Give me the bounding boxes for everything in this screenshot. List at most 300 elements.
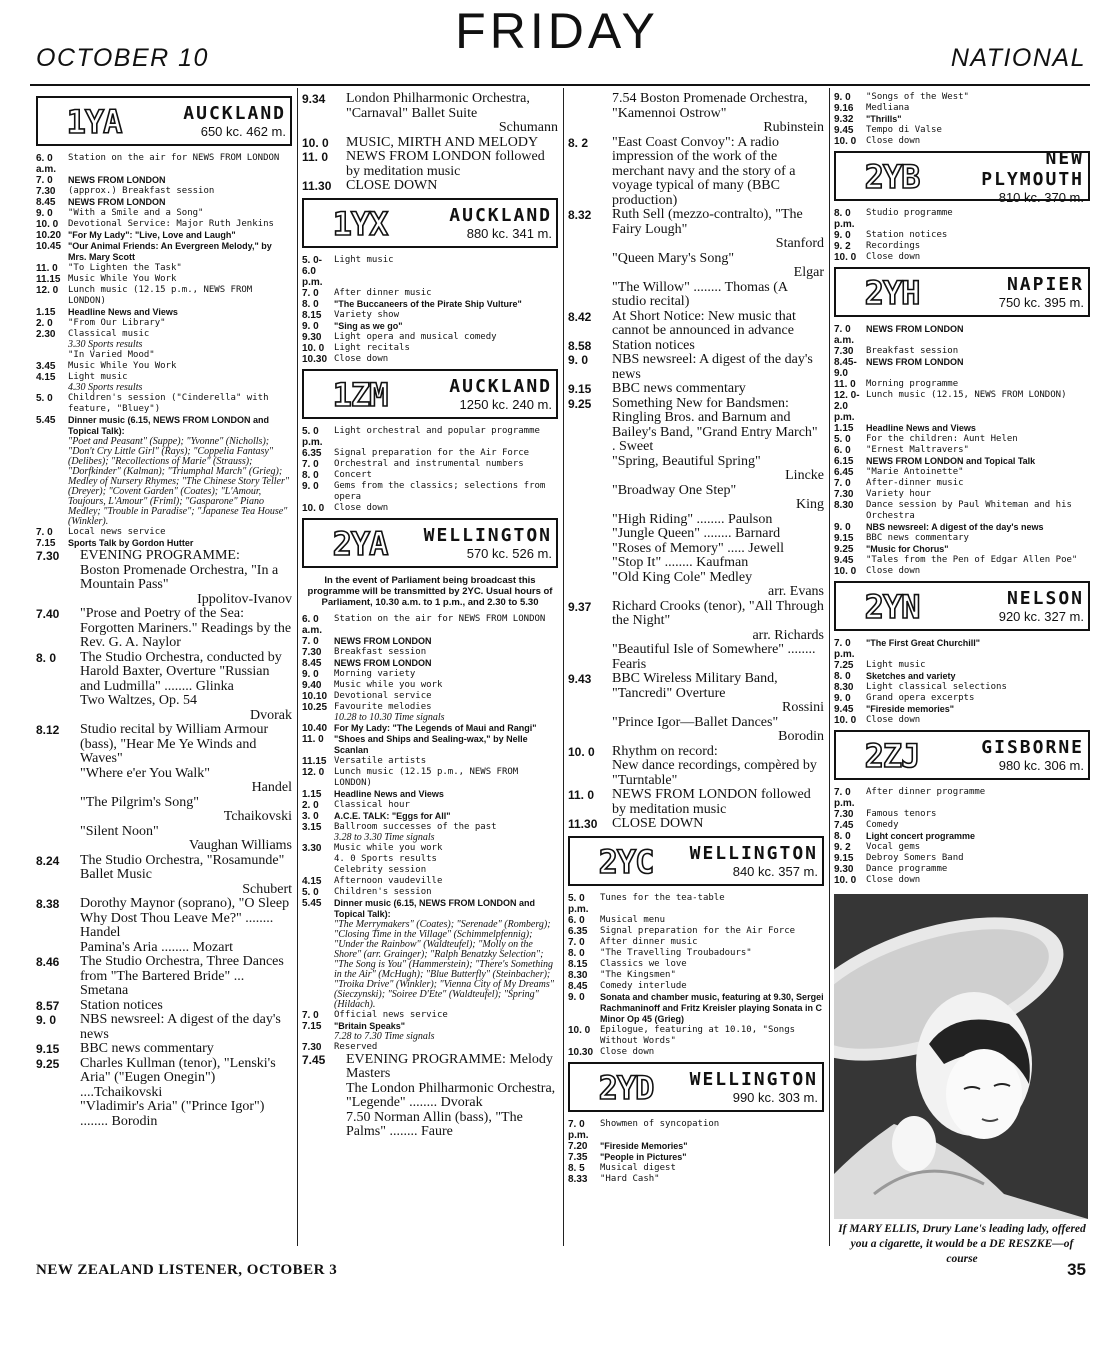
schedule-time	[36, 709, 80, 724]
schedule-time	[302, 121, 346, 136]
schedule-row	[834, 864, 1090, 875]
column-divider	[829, 88, 830, 1246]
schedule-row	[568, 469, 824, 484]
schedule-time: 7. 0	[834, 478, 851, 489]
schedule-item: Devotional Service: Major Ruth Jenkins	[68, 219, 274, 229]
station-header-2yh	[834, 267, 1090, 317]
schedule-row	[36, 999, 292, 1014]
schedule-row	[302, 843, 558, 854]
schedule-row	[302, 332, 558, 343]
schedule-item: "High Riding" ........ Paulson	[612, 511, 773, 527]
schedule-item: Recordings	[866, 241, 921, 251]
schedule-item: "The Merrymakers" (Coates); "Serenade" (Romberg); "Closing Time in the Village" (Schimmelpfennig); "Under the Rainbow" (Waldteufel); "Molly on the Shore" (arr. Grainger); "Ralph Benatzky Selection"; "The Song is You" (Hammerstein); "There's Something in the Air" (McHugh); "Blue Butterfly" (Steinbacher); "Troika Drive" (Winkler); "Vienna City of My Dreams" (Sieczynski); "Soiree D'Ete" (Waldteufel); "Spring" (Hildach).	[334, 918, 554, 1010]
schedule-time: 9.45	[834, 125, 854, 136]
schedule-time: 5. 0-6.0 p.m.	[302, 254, 323, 288]
schedule-item: Local news service	[68, 527, 166, 537]
schedule-item: Headline News and Views	[68, 307, 178, 317]
schedule-time: 7. 0	[36, 527, 53, 538]
parliament-note: In the event of Parliament being broadcast this programme will be transmitted by 2YC. Usual hours of Parliament, 10.30 a.m. to 1 p.m., and 2.30 to 5.30	[307, 574, 553, 608]
schedule-time: 2. 0	[36, 318, 53, 329]
schedule-row	[568, 745, 824, 760]
schedule-time: 8. 0 p.m.	[834, 208, 855, 230]
schedule-2yn	[834, 638, 1090, 726]
station-header-2ya	[302, 518, 558, 568]
schedule-2yb	[834, 208, 1090, 263]
schedule-item: "Marie Antoinette"	[866, 467, 964, 477]
schedule-time: 11.30	[568, 817, 598, 831]
schedule-2zj	[834, 787, 1090, 886]
schedule-item: "Poet and Peasant" (Suppe); "Yvonne" (Nicholls); "Don't Cry Little Girl" (Rays); "Coppelia Fantasy" (Delibes); "Recollections of Marie" (Strauss); "Dorfkinder" (Kalman); "Triumphal March" (Grieg); Medley of Nursery Rhymes; "The Chinese Story Teller" (Dreyer); "Covent Garden" (Coates); "L'Amour, Toujours, L'Amour" (Friml); "Gasparone" Piano Medley; "Trouble in Paradise"; "Japanese Tea House" (Winkler).	[68, 436, 290, 527]
station-logo-text: 1YX	[332, 204, 388, 241]
schedule-time: 10. 0	[834, 566, 857, 577]
schedule-item: Charles Kullman (tenor), "Lenski's Aria" ("Eugen Onegin") ....Tchaikovski	[80, 1055, 276, 1100]
schedule-time: 8. 5	[568, 1162, 585, 1174]
page-header	[0, 0, 1114, 84]
schedule-item: Station notices	[612, 337, 695, 353]
schedule-row	[568, 252, 824, 267]
station-logo	[308, 525, 412, 561]
schedule-row	[834, 853, 1090, 864]
schedule-item: "The First Great Churchill"	[866, 638, 981, 648]
schedule-time: 10.30	[302, 353, 328, 365]
schedule-item: Ringling Bros. and Barnum and Bailey's Band, "Grand Entry March" . Sweet	[612, 410, 818, 454]
schedule-item: The Studio Orchestra, conducted by Harold Baxter, Overture "Russian and Ludmilla" ........ Glinka	[80, 649, 282, 694]
schedule-row	[834, 379, 1090, 390]
schedule-row	[834, 660, 1090, 671]
schedule-row	[36, 175, 292, 186]
schedule-item: Breakfast session	[334, 646, 427, 657]
schedule-row	[834, 671, 1090, 682]
schedule-time: 6.35	[302, 447, 322, 459]
schedule-row	[302, 1082, 558, 1111]
schedule-time	[568, 730, 612, 745]
schedule-item: NBS newsreel: A digest of the day's news	[80, 1012, 281, 1042]
schedule-row	[834, 555, 1090, 566]
schedule-item: EVENING PROGRAMME:	[80, 548, 240, 563]
schedule-item: "The Willow" ........ Thomas (A studio recital)	[612, 279, 788, 309]
schedule-item: Vaughan Williams	[189, 838, 292, 853]
schedule-item: "In Varied Mood"	[68, 350, 155, 360]
schedule-row	[834, 500, 1090, 522]
schedule-item: "East Coast Convoy": A radio impression of the work of the merchant navy and the story of a voyage typical of many (BBC production)	[612, 134, 796, 208]
schedule-item: "Hard Cash"	[600, 1173, 660, 1184]
schedule-row	[302, 702, 558, 713]
schedule-row	[302, 288, 558, 299]
schedule-time: 7.35	[568, 1151, 588, 1163]
schedule-item: Rhythm on record:	[612, 743, 718, 759]
schedule-row	[302, 255, 558, 288]
schedule-time: 11. 0	[568, 788, 595, 802]
station-header-1zm	[302, 369, 558, 419]
schedule-item: Classics we love	[600, 958, 687, 969]
schedule-time	[568, 411, 612, 455]
schedule-item: Light orchestral and popular programme	[334, 425, 540, 436]
schedule-row	[36, 153, 292, 175]
schedule-row	[834, 136, 1090, 147]
schedule-item: "Music for Chorus"	[866, 544, 949, 554]
schedule-row	[36, 1013, 292, 1042]
schedule-time: 7.25	[834, 660, 854, 671]
schedule-row	[36, 1042, 292, 1057]
schedule-time: 9.37	[568, 599, 592, 614]
schedule-item: Children's session ("Cinderella" with feature, "Bluey")	[68, 393, 269, 414]
schedule-item: 3.28 to 3.30 Time signals	[334, 831, 435, 843]
schedule-row	[568, 571, 824, 586]
schedule-time: 6.45	[834, 467, 854, 478]
schedule-item: Debroy Somers Band	[866, 853, 964, 863]
schedule-time: 8. 2	[568, 135, 589, 150]
schedule-time: 8.46	[36, 955, 60, 969]
schedule-time	[36, 694, 80, 709]
schedule-row	[36, 383, 292, 393]
footer-title: NEW ZEALAND LISTENER, OCTOBER 3	[36, 1262, 338, 1278]
schedule-item: Light opera and musical comedy	[334, 331, 497, 342]
schedule-time: 11.15	[302, 755, 327, 767]
station-header-1yx	[302, 198, 558, 248]
schedule-row	[568, 1152, 824, 1163]
schedule-row	[568, 397, 824, 412]
schedule-time: 8.32	[568, 208, 592, 222]
schedule-row	[834, 638, 1090, 660]
schedule-item: Tempo di Valse	[866, 125, 942, 135]
schedule-row	[568, 498, 824, 513]
schedule-item: Ballroom successes of the past	[334, 821, 497, 832]
schedule-row	[834, 478, 1090, 489]
schedule-time: 6.15	[834, 456, 854, 467]
schedule-row	[834, 456, 1090, 467]
schedule-row	[302, 920, 558, 1010]
schedule-time: 8.45	[302, 657, 322, 669]
schedule-row	[568, 281, 824, 310]
schedule-item: "Beautiful Isle of Somewhere" ........ Fearis	[612, 642, 816, 672]
schedule-row	[36, 810, 292, 825]
station-city: AUCKLAND	[449, 375, 552, 397]
schedule-row	[302, 734, 558, 756]
schedule-item: Ruth Sell (mezzo-contralto), "The Fairy Lough"	[612, 207, 803, 237]
schedule-row	[302, 811, 558, 822]
schedule-time: 10. 0	[302, 342, 325, 354]
schedule-row	[36, 651, 292, 695]
schedule-row	[36, 393, 292, 415]
column-divider	[563, 88, 564, 1246]
schedule-item: Light concert programme	[866, 831, 976, 841]
station-frequency: 570 kc. 526 m.	[466, 545, 552, 561]
schedule-row	[302, 1111, 558, 1140]
schedule-time: 8.15	[302, 309, 322, 321]
schedule-item: "Prince Igor—Ballet Dances"	[612, 714, 779, 730]
schedule-time: 7. 0 p.m.	[834, 787, 855, 809]
schedule-item: At Short Notice: New music that cannot be announced in advance	[612, 308, 796, 338]
schedule-item: "Shoes and Ships and Sealing-wax," by Nelle Scanlan	[334, 733, 528, 755]
schedule-time	[568, 542, 612, 557]
schedule-item: NBS newsreel: A digest of the day's news	[866, 522, 1044, 532]
schedule-item: King	[796, 497, 824, 512]
schedule-row	[36, 723, 292, 767]
station-logo-text: 2YA	[332, 524, 388, 561]
schedule-item: Tchaikovski	[223, 809, 292, 824]
schedule-item: MUSIC, MIRTH AND MELODY	[346, 134, 539, 150]
schedule-time: 7. 0	[302, 1009, 319, 1021]
schedule-time: 9.34	[302, 92, 326, 106]
schedule-row	[834, 114, 1090, 125]
schedule-time: 7. 0	[302, 287, 319, 299]
schedule-item: Station on the air for NEWS FROM LONDON	[68, 153, 280, 163]
schedule-row	[834, 715, 1090, 726]
schedule-time: 7. 0 p.m.	[568, 1118, 589, 1141]
schedule-time: 9.30	[302, 331, 322, 343]
schedule-row	[36, 607, 292, 651]
schedule-time: 5. 0 p.m.	[302, 425, 323, 448]
schedule-time: 7.30	[834, 346, 854, 357]
schedule-item: 10.28 to 10.30 Time signals	[334, 711, 445, 723]
schedule-row	[834, 241, 1090, 252]
schedule-time	[568, 701, 612, 716]
schedule-row	[302, 680, 558, 691]
schedule-item: Station on the air for NEWS FROM LONDON	[334, 613, 546, 624]
schedule-row	[568, 382, 824, 397]
schedule-item: "For My Lady": "Live, Love and Laugh"	[68, 230, 236, 240]
schedule-time: 8. 0	[834, 671, 851, 682]
schedule-time	[36, 1100, 80, 1129]
schedule-row	[36, 883, 292, 898]
station-logo	[840, 737, 944, 773]
schedule-time: 10. 0	[568, 1024, 591, 1036]
schedule-item: Lunch music (12.15, NEWS FROM LONDON)	[866, 390, 1067, 400]
schedule-row	[568, 948, 824, 959]
schedule-time: 10. 0	[36, 219, 59, 230]
schedule-row	[36, 437, 292, 527]
header-day: FRIDAY	[455, 3, 659, 59]
schedule-row	[36, 709, 292, 724]
station-city: NELSON	[1006, 588, 1084, 609]
schedule-item: Orchestral and instrumental numbers	[334, 458, 524, 469]
schedule-2ya	[302, 614, 558, 1053]
schedule-time: 7. 0 a.m.	[834, 324, 855, 346]
schedule-row	[36, 241, 292, 263]
schedule-time	[302, 713, 334, 723]
schedule-row	[834, 324, 1090, 346]
schedule-item: "Old King Cole" Medley	[612, 569, 753, 585]
schedule-item: Classical hour	[334, 799, 410, 810]
schedule-time: 8.42	[568, 309, 592, 324]
schedule-time: 9.15	[36, 1042, 60, 1056]
schedule-row	[568, 981, 824, 992]
schedule-time: 6. 0 a.m.	[302, 613, 323, 636]
schedule-row	[302, 756, 558, 767]
schedule-row	[834, 252, 1090, 263]
schedule-item: Light classical selections	[866, 682, 1007, 692]
schedule-row	[568, 600, 824, 629]
schedule-item: After dinner music	[334, 287, 432, 298]
schedule-item: Sports Talk by Gordon Hutter	[68, 538, 194, 548]
station-frequency: 810 kc. 370 m.	[998, 189, 1084, 205]
schedule-item: Favourite melodies	[334, 701, 432, 712]
schedule-row	[834, 423, 1090, 434]
schedule-row	[36, 230, 292, 241]
schedule-item: New dance recordings, compèred by "Turntable"	[612, 758, 817, 788]
station-info	[146, 103, 286, 139]
schedule-time	[568, 455, 612, 470]
schedule-time: 9. 0	[834, 92, 851, 103]
schedule-time	[568, 716, 612, 731]
station-info	[944, 274, 1084, 310]
schedule-time: 10.45	[36, 241, 62, 252]
schedule-time: 9.40	[302, 679, 322, 691]
schedule-time: 3.45	[36, 361, 56, 372]
schedule-time: 8.30	[568, 969, 588, 981]
schedule-time	[568, 121, 612, 136]
schedule-time	[302, 1082, 346, 1111]
schedule-item: "Stop It" ........ Kaufman	[612, 555, 749, 570]
schedule-time	[36, 825, 80, 840]
schedule-time	[302, 865, 334, 876]
schedule-1zm	[302, 426, 558, 514]
schedule-row	[302, 647, 558, 658]
schedule-row	[568, 527, 824, 542]
schedule-item: (approx.) Breakfast session	[68, 186, 215, 196]
schedule-row	[302, 822, 558, 833]
schedule-time: 9. 0	[302, 668, 319, 680]
schedule-row	[568, 1047, 824, 1058]
schedule-time: 7.30	[834, 489, 854, 500]
schedule-item: Music while you work	[334, 842, 443, 853]
schedule-row	[834, 357, 1090, 379]
schedule-time: 7.30	[302, 1041, 322, 1053]
schedule-time	[302, 833, 334, 843]
schedule-item: 7.54 Boston Promenade Orchestra, "Kamennoi Ostrow"	[612, 92, 808, 121]
schedule-time: 6.35	[568, 925, 588, 937]
schedule-time	[568, 571, 612, 586]
schedule-time: 2.30	[36, 329, 56, 340]
schedule-item: "Broadway One Step"	[612, 482, 737, 498]
schedule-time	[302, 854, 334, 865]
schedule-time: 8. 0	[302, 469, 319, 481]
schedule-item: Variety hour	[866, 489, 932, 499]
schedule-row	[302, 614, 558, 636]
schedule-item: "With a Smile and a Song"	[68, 208, 204, 218]
schedule-row	[302, 150, 558, 179]
schedule-item: "Queen Mary's Song"	[612, 250, 735, 266]
schedule-item: Close down	[866, 875, 921, 885]
schedule-2yd	[568, 1119, 824, 1185]
schedule-item: Close down	[866, 566, 921, 576]
schedule-time	[568, 629, 612, 644]
schedule-item: "Tales from the Pen of Edgar Allen Poe"	[866, 555, 1078, 565]
schedule-row	[302, 669, 558, 680]
schedule-time: 8. 0	[302, 298, 319, 310]
schedule-row	[36, 318, 292, 329]
schedule-item: NEWS FROM LONDON followed by meditation music	[612, 787, 811, 817]
schedule-time: 9. 0	[302, 480, 319, 492]
schedule-time: 6. 0	[568, 914, 585, 926]
schedule-item: Breakfast session	[866, 346, 959, 356]
schedule-item: Studio recital by William Armour (bass), "Hear Me Ye Winds and Waves"	[80, 722, 269, 766]
schedule-row	[36, 796, 292, 811]
schedule-time: 9.16	[834, 103, 854, 114]
schedule-row	[568, 629, 824, 644]
schedule-row	[36, 263, 292, 274]
schedule-row	[302, 1042, 558, 1053]
schedule-time: 7.20	[568, 1140, 588, 1152]
schedule-time: 9. 0	[302, 320, 319, 332]
station-frequency: 750 kc. 395 m.	[998, 295, 1084, 310]
schedule-time	[36, 767, 80, 782]
schedule-item: "Roses of Memory" ..... Jewell	[612, 540, 785, 556]
schedule-item: Morning programme	[866, 379, 959, 389]
schedule-row	[834, 544, 1090, 555]
schedule-time: 5. 0	[36, 393, 53, 404]
schedule-item: Dorothy Maynor (soprano), "O Sleep Why Dost Thou Leave Me?" ........ Handel	[80, 896, 290, 940]
station-logo-text: 2ZJ	[864, 737, 920, 773]
schedule-row	[568, 1141, 824, 1152]
schedule-time: 11.30	[302, 179, 332, 193]
schedule-item: NBS newsreel: A digest of the day's news	[612, 352, 813, 382]
schedule-item: Dinner music (6.15, NEWS FROM LONDON and Topical Talk):	[68, 415, 270, 436]
schedule-item: Studio programme	[866, 208, 953, 218]
schedule-item: After-dinner music	[866, 478, 964, 488]
schedule-row	[36, 854, 292, 883]
schedule-item: arr. Evans	[768, 584, 824, 599]
schedule-item: Boston Promenade Orchestra, "In a Mountain Pass"	[80, 562, 279, 592]
schedule-item: Children's session	[334, 886, 432, 897]
schedule-time: 5.45	[302, 897, 322, 909]
schedule-row	[302, 789, 558, 800]
schedule-item: Borodin	[778, 729, 824, 744]
schedule-time: 5.45	[36, 415, 56, 426]
schedule-item: Comedy interlude	[600, 980, 687, 991]
schedule-time: 8.15	[568, 958, 588, 970]
schedule-item: Sketches and variety	[866, 671, 956, 681]
schedule-time	[36, 564, 80, 593]
schedule-item: arr. Richards	[752, 627, 824, 643]
schedule-time: 9.25	[36, 1056, 60, 1071]
schedule-item: "From Our Library"	[68, 318, 166, 328]
schedule-time	[568, 513, 612, 528]
schedule-time: 9.25	[568, 396, 592, 411]
schedule-row	[568, 992, 824, 1025]
schedule-row	[36, 955, 292, 999]
schedule-row	[36, 897, 292, 941]
schedule-time: 9.43	[568, 672, 592, 686]
schedule-item: The Studio Orchestra, Three Dances from "The Bartered Bride" ... Smetana	[80, 954, 284, 998]
schedule-row	[302, 691, 558, 702]
schedule-item: Musical menu	[600, 914, 666, 925]
schedule-1ya	[36, 153, 292, 549]
schedule-time	[36, 883, 80, 898]
schedule-row	[36, 197, 292, 208]
schedule-time	[302, 920, 334, 1010]
schedule-time: 8. 0	[568, 947, 585, 959]
schedule-row	[834, 489, 1090, 500]
schedule-row	[568, 730, 824, 745]
schedule-item: Grand opera excerpts	[866, 693, 975, 703]
schedule-row	[568, 1119, 824, 1141]
schedule-item: Rubinstein	[763, 120, 824, 135]
page-number: 35	[1067, 1260, 1086, 1279]
schedule-item: Comedy	[866, 820, 899, 830]
schedule-row	[834, 682, 1090, 693]
station-logo	[308, 376, 412, 412]
schedule-item: "Thrills"	[866, 114, 902, 124]
schedule-item: NEWS FROM LONDON	[866, 324, 964, 334]
schedule-row	[834, 693, 1090, 704]
schedule-item: "The Buccaneers of the Pirate Ship Vulture"	[334, 298, 522, 309]
schedule-time: 8. 0	[36, 650, 57, 665]
schedule-row	[302, 658, 558, 669]
station-logo-text: 2YB	[864, 158, 920, 194]
schedule-row	[302, 800, 558, 811]
station-header-2yn	[834, 581, 1090, 631]
